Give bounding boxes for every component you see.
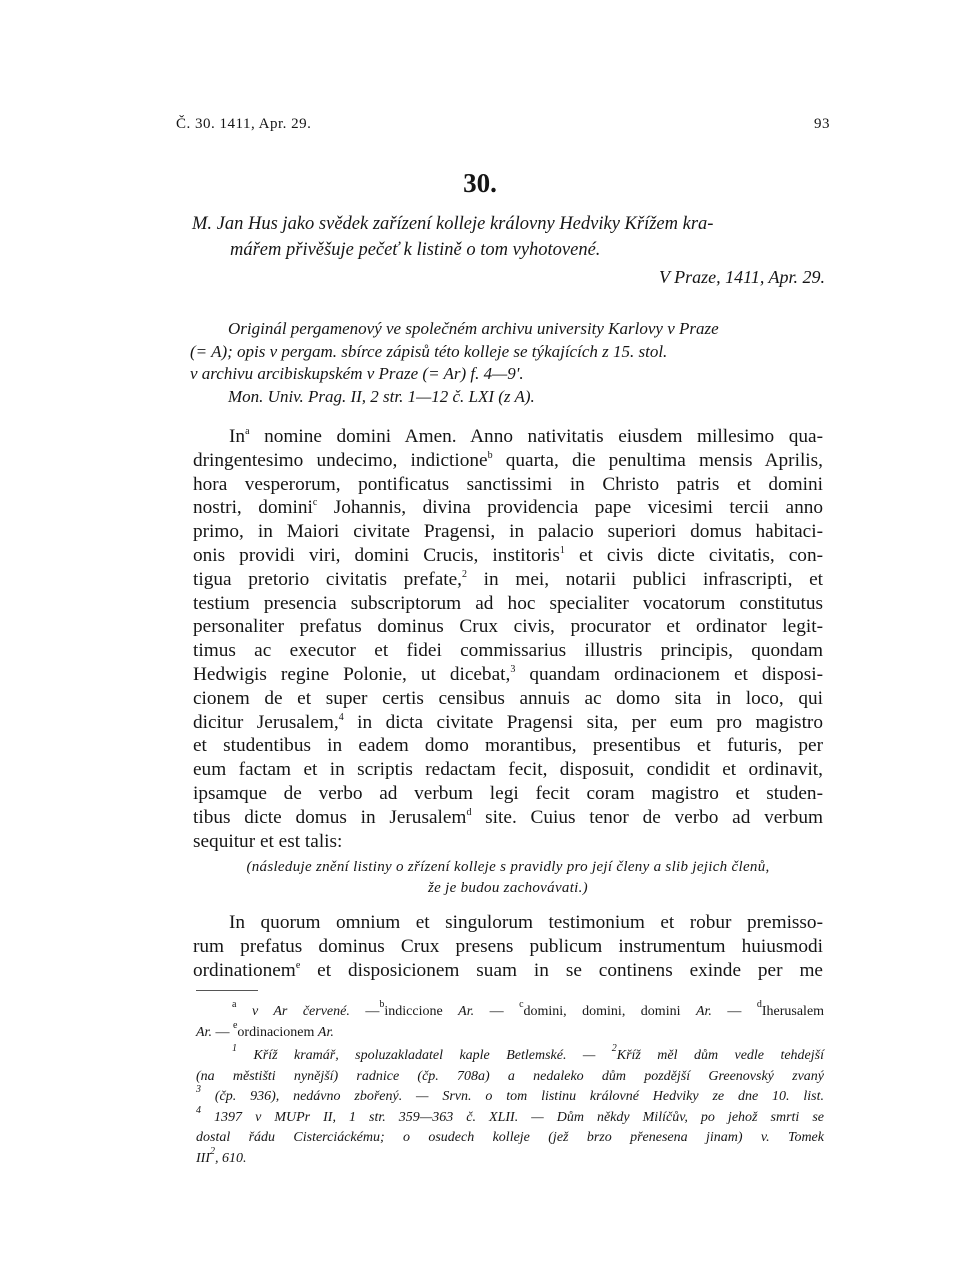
- text-line: primo, in Maiori civitate Pragensi, in palacio superiori domus habitaci-: [193, 521, 823, 543]
- page-number: 93: [814, 116, 830, 132]
- text-line: onis providi viri, domini Crucis, institoris$^1$ et civis dicte civitatis, con-: [193, 544, 824, 566]
- text-line: tibus dicte domus in Jerusalem$^d$ site. Cuius tenor de verbo ad verbum: [193, 806, 823, 828]
- text-line: nostri, domini$^c$ Johannis, divina providencia pape vicesimi tercii anno: [193, 497, 823, 519]
- text-line: personaliter prefatus dominus Crux civis, procurator et ordinator legit-: [193, 616, 823, 638]
- text-line: hora vesperorum, pontificatus sanctissimi in Christo patris et domini: [193, 473, 823, 495]
- source-line: Originál pergamenový ve společném archivu university Karlovy v Praze: [228, 319, 719, 338]
- source-description: [190, 318, 822, 408]
- source-line: (= A); opis v pergam. sbírce zápisů této kolleje se týkajících z 15. stol.: [190, 341, 668, 361]
- text-line: ordinationem$^e$ et disposicionem suam in se continens exinde per me: [193, 959, 823, 981]
- text-line: cionem de et super certis censibus annuis ac domo sita in loco, qui: [193, 687, 823, 709]
- commentary-line: $^4$ 1397 v MUPr II, 1 str. 359—363 č. XLII. — Dům někdy Milíčův, po jehož smrti se: [196, 1104, 825, 1125]
- text-line: ipsamque de verbo ad verbum legi fecit coram magistro et studen-: [193, 782, 823, 804]
- commentary-line: $^3$ (čp. 936), nedávno zbořený. — Srvn. o tom listinu královné Hedviky ze dne 10. list.: [196, 1084, 825, 1104]
- text-line: In$^a$ nomine domini Amen. Anno nativitatis eiusdem millesimo qua-: [229, 426, 823, 447]
- text-line: testium presencia subscriptorum ad hoc specialiter vocatorum constitutus: [193, 592, 823, 614]
- running-head-left: Č. 30. 1411, Apr. 29.: [176, 116, 312, 132]
- text-line: In quorum omnium et singulorum testimonium et robur premisso-: [229, 912, 823, 933]
- place-and-date: V Praze, 1411, Apr. 29.: [658, 267, 825, 287]
- text-line: dringentesimo undecimo, indictione$^b$ quarta, die penultima mensis Aprilis,: [193, 449, 823, 471]
- commentary-line: dostal řádu Cisterciáckému; o osudech kolleje (jež brzo přenesena jinam) v. Tomek: [196, 1130, 824, 1145]
- latin-document-text: [193, 425, 823, 853]
- text-line: tigua pretorio civitatis prefate,$^2$ in mei, notarii publici infrascripti, et: [193, 568, 823, 590]
- commentary-line: (na městišti nynější) radnice (čp. 708a) a nedaleko dům pozdější Greenovský zvaný: [196, 1068, 824, 1084]
- commentary-notes: [196, 1043, 825, 1169]
- text-line: timus ac executor et fidei commissarius illustris principis, quondam: [193, 640, 823, 662]
- omission-line: že je budou zachovávati.): [428, 880, 588, 896]
- footnotes: [196, 999, 825, 1169]
- text-line: sequitur et est talis:: [193, 830, 343, 852]
- omission-note: [193, 857, 823, 899]
- text-line: Hedwigis regine Polonie, ut dicebat,$^3$ quandam ordinacionem et disposi-: [193, 663, 823, 685]
- textual-note-line: $^a$ v Ar červené. —$^b$indiccione Ar. — $^c$domini, domini, domini Ar. — $^d$Iherusalem: [232, 999, 825, 1019]
- commentary-line: III$^2$, 610.: [196, 1145, 247, 1166]
- document-title: [192, 211, 822, 263]
- source-line: v archivu arcibiskupském v Praze (= Ar) f. 4—9'.: [190, 364, 524, 383]
- textual-note-line: Ar. — $^e$ordinacionem Ar.: [196, 1019, 334, 1040]
- text-line: et studentibus in eadem domo morantibus, presentibus et futuris, per: [193, 735, 823, 757]
- commentary-line: $^1$ Kříž kramář, spoluzakladatel kaple Betlemské. — $^2$Kříž měl dům vedle tehdejší: [232, 1043, 824, 1063]
- latin-continuation-text: [193, 911, 823, 982]
- source-line: Mon. Univ. Prag. II, 2 str. 1—12 č. LXI (z A).: [228, 386, 535, 406]
- text-line: rum prefatus dominus Crux presens publicum instrumentum huiusmodi: [193, 935, 823, 957]
- title-line: mářem přivěšuje pečeť k listině o tom vyhotovené.: [230, 240, 601, 260]
- title-line: M. Jan Hus jako svědek zařízení kolleje královny Hedviky Křížem kra-: [192, 214, 714, 234]
- omission-line: (následuje znění listiny o zřízení kolleje s pravidly pro její členy a slib jejich členů,: [246, 859, 770, 875]
- footnote-rule: [196, 990, 258, 991]
- text-line: eum factam et in scriptis redactam fecit, disposuit, condidit et ordinavit,: [193, 759, 823, 781]
- text-line: dicitur Jerusalem,$^4$ in dicta civitate Pragensi sita, per eum pro magistro: [193, 711, 823, 733]
- document-number: 30.: [463, 168, 497, 198]
